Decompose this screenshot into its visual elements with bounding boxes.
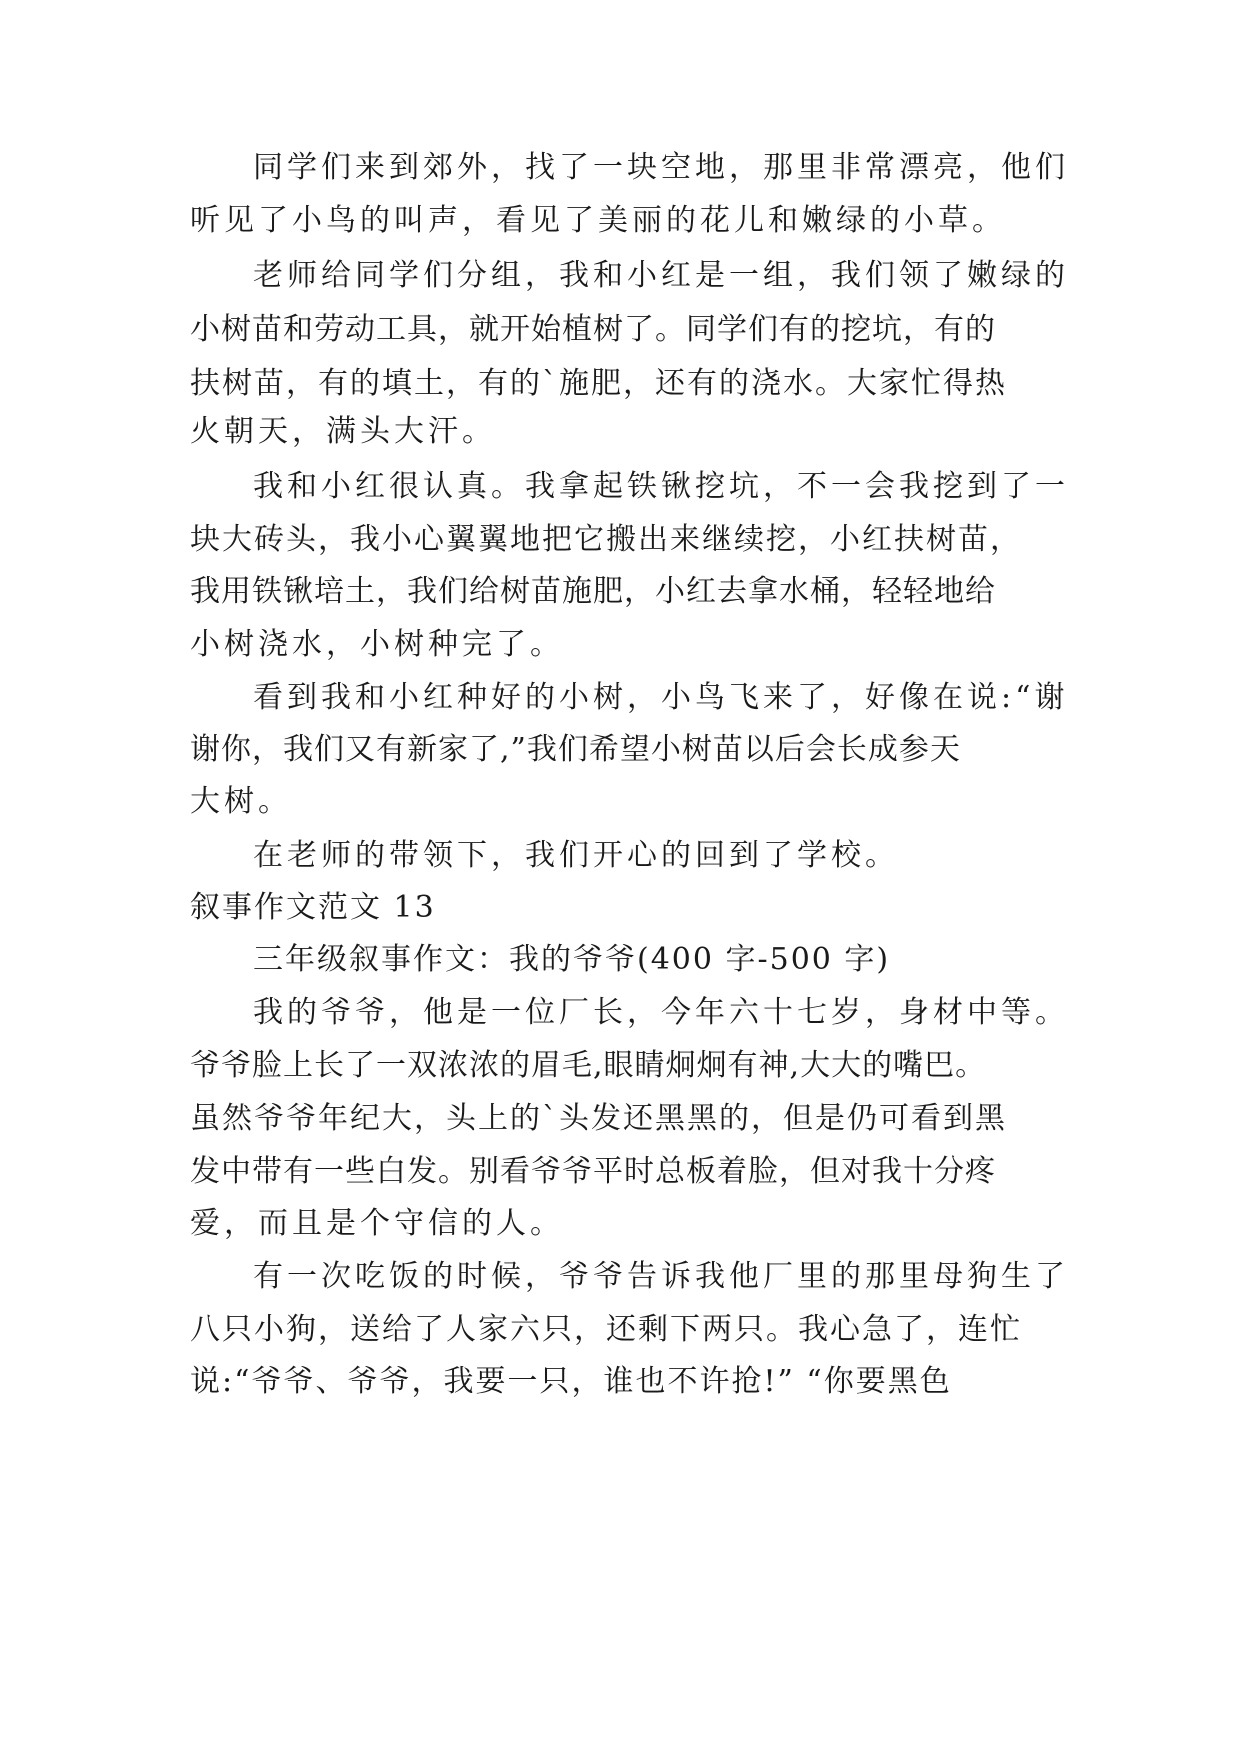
paragraph-line: 我和小红很认真。我拿起铁锹挖坑，不一会我挖到了一 — [253, 469, 1069, 504]
paragraph-line: 看到我和小红种好的小树，小鸟飞来了，好像在说:“谢 — [253, 680, 1069, 715]
paragraph-line: 块大砖头，我小心翼翼地把它搬出来继续挖，小红扶树苗， — [190, 522, 1022, 557]
paragraph-line: 扶树苗，有的填土，有的`施肥，还有的浇水。大家忙得热 — [190, 366, 1007, 401]
paragraph-line: 谢你，我们又有新家了,”我们希望小树苗以后会长成参天 — [190, 732, 961, 767]
paragraph-line: 爱，而且是个守信的人。 — [190, 1206, 564, 1241]
paragraph-line: 老师给同学们分组，我和小红是一组，我们领了嫩绿的 — [253, 258, 1069, 293]
paragraph-line: 大树。 — [190, 784, 292, 819]
paragraph-line: 八只小狗，送给了人家六只，还剩下两只。我心急了，连忙 — [190, 1312, 1022, 1347]
paragraph-line: 我的爷爷，他是一位厂长，今年六十七岁，身材中等。 — [253, 995, 1069, 1030]
essay-title: 三年级叙事作文：我的爷爷(400 字-500 字) — [253, 942, 891, 977]
paragraph-line: 在老师的带领下，我们开心的回到了学校。 — [253, 838, 899, 873]
paragraph-line: 小树浇水，小树种完了。 — [190, 627, 564, 662]
paragraph-line: 虽然爷爷年纪大，头上的`头发还黑黑的，但是仍可看到黑 — [190, 1101, 1007, 1136]
paragraph-line: 发中带有一些白发。别看爷爷平时总板着脸，但对我十分疼 — [190, 1154, 996, 1189]
paragraph-line: 同学们来到郊外，找了一块空地，那里非常漂亮，他们 — [253, 150, 1069, 185]
paragraph-line: 爷爷脸上长了一双浓浓的眉毛,眼睛炯炯有神,大大的嘴巴。 — [190, 1048, 987, 1083]
paragraph-line: 有一次吃饭的时候，爷爷告诉我他厂里的那里母狗生了 — [253, 1259, 1069, 1294]
paragraph-line: 我用铁锹培土，我们给树苗施肥，小红去拿水桶，轻轻地给 — [190, 574, 996, 609]
paragraph-line: 说:“爷爷、爷爷，我要一只，谁也不许抢!” “你要黑色 — [190, 1364, 952, 1399]
paragraph-line: 火朝天，满头大汗。 — [190, 414, 496, 449]
paragraph-line: 听见了小鸟的叫声，看见了美丽的花儿和嫩绿的小草。 — [190, 203, 1006, 238]
paragraph-line: 小树苗和劳动工具，就开始植树了。同学们有的挖坑，有的 — [190, 312, 996, 347]
section-title: 叙事作文范文 13 — [190, 890, 436, 925]
